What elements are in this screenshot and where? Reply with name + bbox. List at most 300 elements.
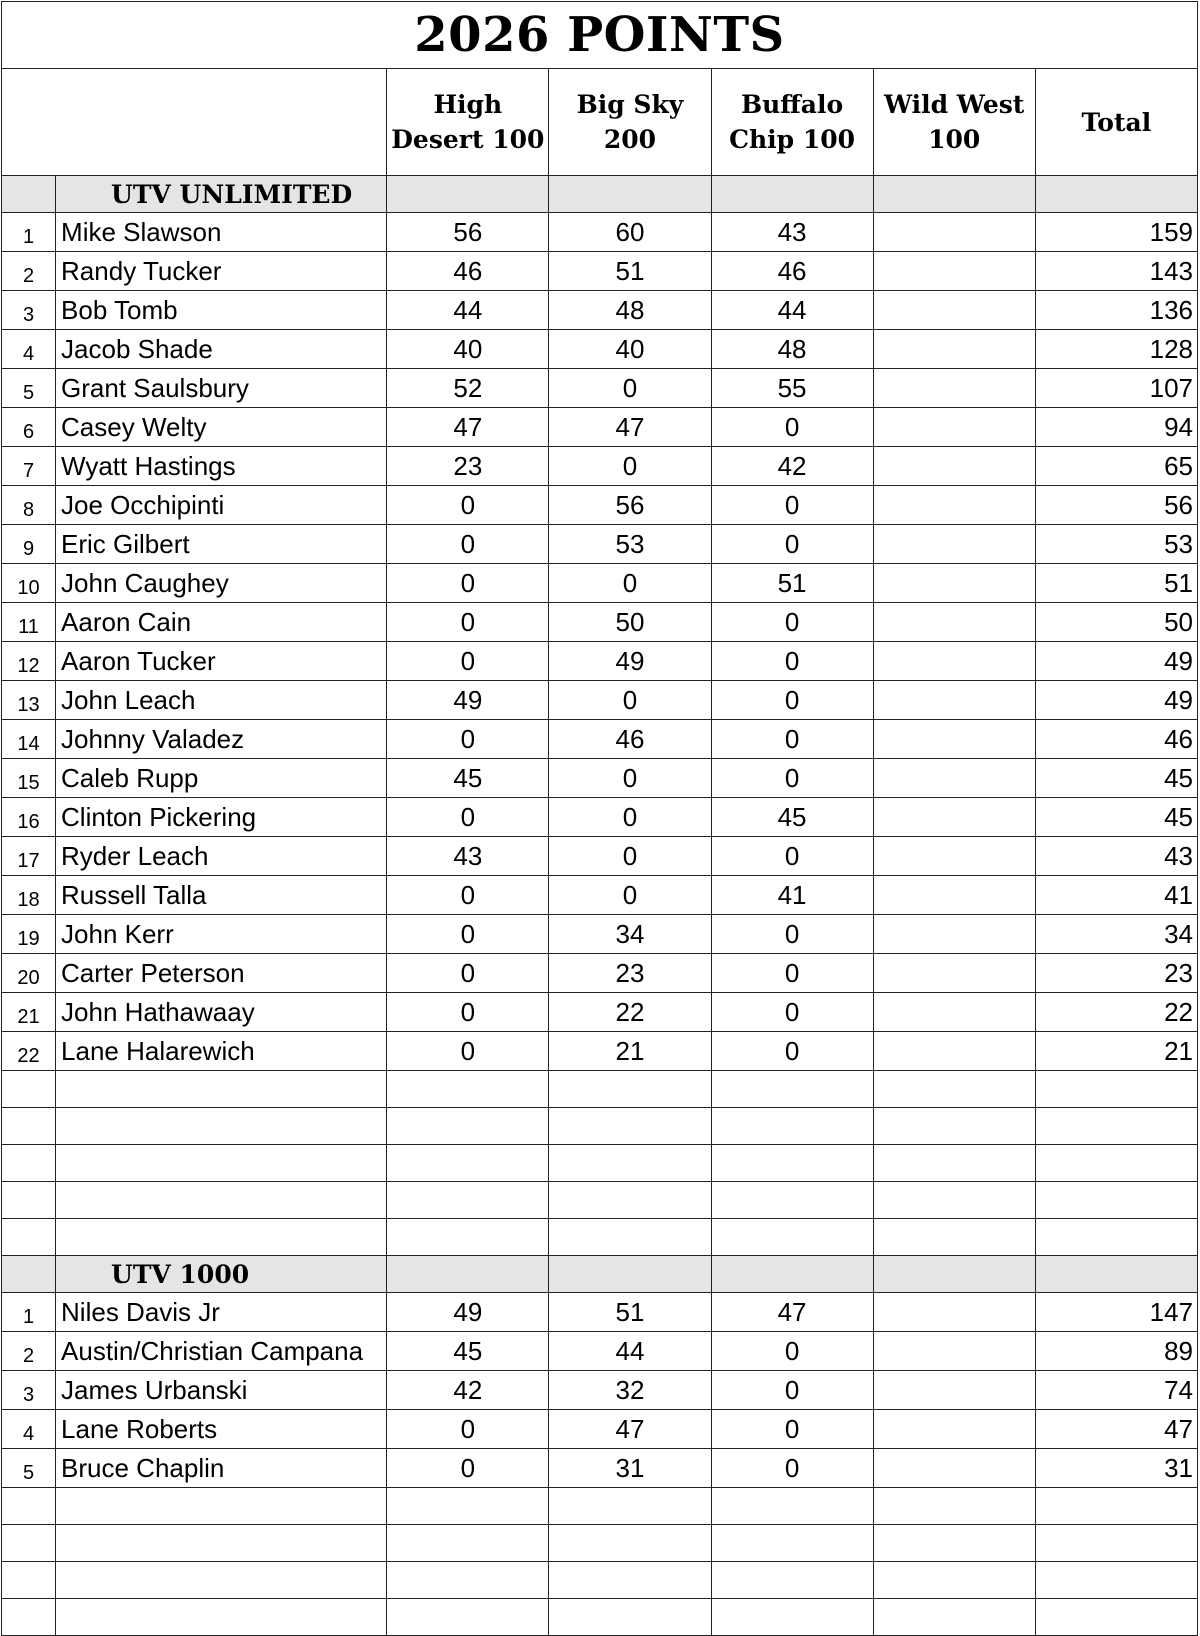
empty-cell: [387, 1562, 549, 1599]
table-row: [2, 291, 1198, 330]
empty-cell: [711, 1525, 873, 1562]
empty-cell: [711, 1488, 873, 1525]
big-sky-points-cell: 48: [549, 291, 711, 330]
rank-cell: 4: [2, 1410, 56, 1449]
wild-west-points-cell: [873, 603, 1035, 642]
empty-cell: [56, 1488, 387, 1525]
empty-cell: [2, 1182, 56, 1219]
section-rank-cell: [2, 176, 56, 213]
high-desert-points-cell: 42: [387, 1371, 549, 1410]
rank-cell: 12: [2, 642, 56, 681]
table-row: [2, 837, 1198, 876]
table-row: [2, 915, 1198, 954]
empty-cell: [711, 1108, 873, 1145]
buffalo-chip-points-cell: 41: [711, 876, 873, 915]
big-sky-points-cell: 0: [549, 369, 711, 408]
rank-cell: 8: [2, 486, 56, 525]
big-sky-points-cell: 23: [549, 954, 711, 993]
buffalo-chip-points-cell: 51: [711, 564, 873, 603]
total-points-cell: 31: [1035, 1449, 1197, 1488]
big-sky-points-cell: 0: [549, 447, 711, 486]
total-points-cell: 53: [1035, 525, 1197, 564]
empty-row: [2, 1525, 1198, 1562]
total-points-cell: 159: [1035, 213, 1197, 252]
high-desert-points-cell: 0: [387, 525, 549, 564]
total-points-cell: 128: [1035, 330, 1197, 369]
rank-cell: 2: [2, 252, 56, 291]
high-desert-points-cell: 0: [387, 603, 549, 642]
rank-cell: 5: [2, 1449, 56, 1488]
table-row: [2, 408, 1198, 447]
empty-cell: [711, 1219, 873, 1256]
driver-name-cell: Bruce Chaplin: [56, 1449, 387, 1488]
driver-name-cell: Jacob Shade: [56, 330, 387, 369]
empty-cell: [549, 1219, 711, 1256]
big-sky-points-cell: 31: [549, 1449, 711, 1488]
big-sky-points-cell: 34: [549, 915, 711, 954]
high-desert-points-cell: 0: [387, 876, 549, 915]
empty-cell: [549, 1488, 711, 1525]
total-points-cell: 50: [1035, 603, 1197, 642]
empty-cell: [549, 1145, 711, 1182]
big-sky-points-cell: 0: [549, 759, 711, 798]
wild-west-points-cell: [873, 330, 1035, 369]
total-points-cell: 136: [1035, 291, 1197, 330]
driver-name-cell: Eric Gilbert: [56, 525, 387, 564]
wild-west-points-cell: [873, 408, 1035, 447]
high-desert-points-cell: 40: [387, 330, 549, 369]
buffalo-chip-points-cell: 0: [711, 720, 873, 759]
table-row: [2, 1032, 1198, 1071]
buffalo-chip-points-cell: 0: [711, 1371, 873, 1410]
wild-west-points-cell: [873, 1332, 1035, 1371]
total-points-cell: 43: [1035, 837, 1197, 876]
empty-cell: [387, 1525, 549, 1562]
buffalo-chip-points-cell: 0: [711, 642, 873, 681]
buffalo-chip-points-cell: 44: [711, 291, 873, 330]
empty-cell: [549, 1182, 711, 1219]
wild-west-points-cell: [873, 1032, 1035, 1071]
rank-cell: 1: [2, 213, 56, 252]
table-row: [2, 642, 1198, 681]
big-sky-points-cell: 44: [549, 1332, 711, 1371]
empty-cell: [873, 1562, 1035, 1599]
total-points-cell: 46: [1035, 720, 1197, 759]
empty-cell: [873, 1182, 1035, 1219]
high-desert-points-cell: 0: [387, 915, 549, 954]
table-row: [2, 447, 1198, 486]
driver-name-cell: Caleb Rupp: [56, 759, 387, 798]
high-desert-points-cell: 49: [387, 1293, 549, 1332]
page-title: 2026 POINTS: [2, 2, 1198, 69]
empty-row: [2, 1219, 1198, 1256]
wild-west-points-cell: [873, 1293, 1035, 1332]
section-rank-cell: [2, 1256, 56, 1293]
big-sky-points-cell: 53: [549, 525, 711, 564]
high-desert-points-cell: 47: [387, 408, 549, 447]
buffalo-chip-points-cell: 0: [711, 759, 873, 798]
buffalo-chip-points-cell: 47: [711, 1293, 873, 1332]
high-desert-points-cell: 52: [387, 369, 549, 408]
rank-cell: 13: [2, 681, 56, 720]
table-row: [2, 759, 1198, 798]
table-row: [2, 1449, 1198, 1488]
buffalo-chip-points-cell: 48: [711, 330, 873, 369]
section-empty-cell: [1035, 1256, 1197, 1293]
empty-row: [2, 1488, 1198, 1525]
table-row: [2, 1332, 1198, 1371]
high-desert-points-cell: 56: [387, 213, 549, 252]
big-sky-points-cell: 0: [549, 798, 711, 837]
total-points-cell: 56: [1035, 486, 1197, 525]
big-sky-points-cell: 46: [549, 720, 711, 759]
header-blank-cell: [2, 69, 387, 176]
table-row: [2, 876, 1198, 915]
empty-cell: [1035, 1488, 1197, 1525]
high-desert-points-cell: 0: [387, 1449, 549, 1488]
high-desert-points-cell: 45: [387, 759, 549, 798]
table-row: [2, 369, 1198, 408]
rank-cell: 3: [2, 291, 56, 330]
section-empty-cell: [711, 1256, 873, 1293]
empty-row: [2, 1182, 1198, 1219]
high-desert-points-cell: 0: [387, 720, 549, 759]
rank-cell: 1: [2, 1293, 56, 1332]
buffalo-chip-points-cell: 0: [711, 408, 873, 447]
rank-cell: 4: [2, 330, 56, 369]
section-empty-cell: [711, 176, 873, 213]
table-row: [2, 798, 1198, 837]
buffalo-chip-points-cell: 0: [711, 993, 873, 1032]
empty-cell: [56, 1219, 387, 1256]
high-desert-points-cell: 44: [387, 291, 549, 330]
empty-cell: [549, 1071, 711, 1108]
rank-cell: 6: [2, 408, 56, 447]
high-desert-points-cell: 0: [387, 564, 549, 603]
column-header-big-sky-200: Big Sky 200: [549, 69, 711, 176]
big-sky-points-cell: 47: [549, 1410, 711, 1449]
wild-west-points-cell: [873, 1371, 1035, 1410]
wild-west-points-cell: [873, 252, 1035, 291]
section-title: UTV UNLIMITED: [56, 176, 387, 213]
empty-row: [2, 1599, 1198, 1636]
rank-cell: 3: [2, 1371, 56, 1410]
empty-cell: [387, 1488, 549, 1525]
big-sky-points-cell: 0: [549, 876, 711, 915]
empty-cell: [56, 1071, 387, 1108]
total-points-cell: 45: [1035, 759, 1197, 798]
total-points-cell: 147: [1035, 1293, 1197, 1332]
empty-cell: [873, 1525, 1035, 1562]
empty-row: [2, 1145, 1198, 1182]
empty-cell: [873, 1488, 1035, 1525]
column-header-buffalo-chip-100: Buffalo Chip 100: [711, 69, 873, 176]
section-header-row: [2, 1256, 1198, 1293]
total-points-cell: 45: [1035, 798, 1197, 837]
total-points-cell: 74: [1035, 1371, 1197, 1410]
big-sky-points-cell: 50: [549, 603, 711, 642]
driver-name-cell: Carter Peterson: [56, 954, 387, 993]
total-points-cell: 23: [1035, 954, 1197, 993]
rank-cell: 19: [2, 915, 56, 954]
big-sky-points-cell: 51: [549, 252, 711, 291]
big-sky-points-cell: 0: [549, 837, 711, 876]
rank-cell: 2: [2, 1332, 56, 1371]
column-header-wild-west-100: Wild West 100: [873, 69, 1035, 176]
rank-cell: 9: [2, 525, 56, 564]
buffalo-chip-points-cell: 0: [711, 954, 873, 993]
big-sky-points-cell: 47: [549, 408, 711, 447]
total-points-cell: 34: [1035, 915, 1197, 954]
section-empty-cell: [387, 1256, 549, 1293]
buffalo-chip-points-cell: 0: [711, 1032, 873, 1071]
empty-cell: [1035, 1599, 1197, 1636]
empty-cell: [387, 1145, 549, 1182]
buffalo-chip-points-cell: 0: [711, 603, 873, 642]
high-desert-points-cell: 0: [387, 798, 549, 837]
wild-west-points-cell: [873, 447, 1035, 486]
total-points-cell: 107: [1035, 369, 1197, 408]
empty-cell: [873, 1145, 1035, 1182]
table-row: [2, 603, 1198, 642]
buffalo-chip-points-cell: 0: [711, 486, 873, 525]
rank-cell: 14: [2, 720, 56, 759]
empty-cell: [387, 1108, 549, 1145]
table-row: [2, 252, 1198, 291]
empty-cell: [711, 1562, 873, 1599]
wild-west-points-cell: [873, 954, 1035, 993]
total-points-cell: 49: [1035, 681, 1197, 720]
empty-cell: [56, 1562, 387, 1599]
buffalo-chip-points-cell: 0: [711, 525, 873, 564]
table-row: [2, 1410, 1198, 1449]
empty-cell: [56, 1108, 387, 1145]
empty-cell: [387, 1599, 549, 1636]
empty-cell: [2, 1562, 56, 1599]
high-desert-points-cell: 0: [387, 1032, 549, 1071]
wild-west-points-cell: [873, 1449, 1035, 1488]
empty-cell: [873, 1219, 1035, 1256]
total-points-cell: 143: [1035, 252, 1197, 291]
wild-west-points-cell: [873, 525, 1035, 564]
driver-name-cell: Mike Slawson: [56, 213, 387, 252]
empty-cell: [56, 1145, 387, 1182]
buffalo-chip-points-cell: 0: [711, 837, 873, 876]
table-row: [2, 486, 1198, 525]
table-row: [2, 564, 1198, 603]
section-empty-cell: [873, 1256, 1035, 1293]
driver-name-cell: John Leach: [56, 681, 387, 720]
driver-name-cell: Bob Tomb: [56, 291, 387, 330]
driver-name-cell: Grant Saulsbury: [56, 369, 387, 408]
big-sky-points-cell: 22: [549, 993, 711, 1032]
section-empty-cell: [549, 176, 711, 213]
driver-name-cell: James Urbanski: [56, 1371, 387, 1410]
section-empty-cell: [1035, 176, 1197, 213]
empty-cell: [711, 1182, 873, 1219]
driver-name-cell: Russell Talla: [56, 876, 387, 915]
empty-cell: [873, 1599, 1035, 1636]
big-sky-points-cell: 32: [549, 1371, 711, 1410]
buffalo-chip-points-cell: 46: [711, 252, 873, 291]
rank-cell: 10: [2, 564, 56, 603]
buffalo-chip-points-cell: 45: [711, 798, 873, 837]
driver-name-cell: Randy Tucker: [56, 252, 387, 291]
wild-west-points-cell: [873, 759, 1035, 798]
buffalo-chip-points-cell: 43: [711, 213, 873, 252]
column-header-high-desert-100: High Desert 100: [387, 69, 549, 176]
empty-cell: [1035, 1562, 1197, 1599]
total-points-cell: 21: [1035, 1032, 1197, 1071]
driver-name-cell: Ryder Leach: [56, 837, 387, 876]
wild-west-points-cell: [873, 564, 1035, 603]
total-points-cell: 65: [1035, 447, 1197, 486]
empty-row: [2, 1562, 1198, 1599]
empty-cell: [711, 1145, 873, 1182]
big-sky-points-cell: 0: [549, 681, 711, 720]
high-desert-points-cell: 0: [387, 642, 549, 681]
empty-row: [2, 1071, 1198, 1108]
empty-cell: [56, 1182, 387, 1219]
big-sky-points-cell: 51: [549, 1293, 711, 1332]
driver-name-cell: Lane Halarewich: [56, 1032, 387, 1071]
driver-name-cell: Aaron Cain: [56, 603, 387, 642]
high-desert-points-cell: 45: [387, 1332, 549, 1371]
rank-cell: 5: [2, 369, 56, 408]
big-sky-points-cell: 49: [549, 642, 711, 681]
empty-cell: [387, 1219, 549, 1256]
high-desert-points-cell: 0: [387, 993, 549, 1032]
table-row: [2, 213, 1198, 252]
buffalo-chip-points-cell: 42: [711, 447, 873, 486]
empty-cell: [549, 1108, 711, 1145]
high-desert-points-cell: 0: [387, 1410, 549, 1449]
wild-west-points-cell: [873, 291, 1035, 330]
big-sky-points-cell: 21: [549, 1032, 711, 1071]
empty-cell: [56, 1525, 387, 1562]
empty-cell: [873, 1071, 1035, 1108]
buffalo-chip-points-cell: 0: [711, 1410, 873, 1449]
high-desert-points-cell: 0: [387, 486, 549, 525]
driver-name-cell: Johnny Valadez: [56, 720, 387, 759]
empty-cell: [1035, 1219, 1197, 1256]
rank-cell: 18: [2, 876, 56, 915]
driver-name-cell: Aaron Tucker: [56, 642, 387, 681]
total-points-cell: 89: [1035, 1332, 1197, 1371]
empty-cell: [1035, 1145, 1197, 1182]
big-sky-points-cell: 56: [549, 486, 711, 525]
buffalo-chip-points-cell: 0: [711, 1449, 873, 1488]
empty-cell: [2, 1145, 56, 1182]
total-points-cell: 47: [1035, 1410, 1197, 1449]
wild-west-points-cell: [873, 486, 1035, 525]
driver-name-cell: Lane Roberts: [56, 1410, 387, 1449]
driver-name-cell: John Kerr: [56, 915, 387, 954]
table-row: [2, 720, 1198, 759]
empty-cell: [2, 1219, 56, 1256]
empty-cell: [1035, 1071, 1197, 1108]
rank-cell: 16: [2, 798, 56, 837]
wild-west-points-cell: [873, 993, 1035, 1032]
section-empty-cell: [549, 1256, 711, 1293]
rank-cell: 21: [2, 993, 56, 1032]
section-empty-cell: [387, 176, 549, 213]
driver-name-cell: Niles Davis Jr: [56, 1293, 387, 1332]
buffalo-chip-points-cell: 0: [711, 681, 873, 720]
empty-cell: [2, 1108, 56, 1145]
high-desert-points-cell: 0: [387, 954, 549, 993]
column-header-total: Total: [1035, 69, 1197, 176]
driver-name-cell: Wyatt Hastings: [56, 447, 387, 486]
empty-cell: [549, 1525, 711, 1562]
points-table: [1, 1, 1198, 1636]
total-points-cell: 51: [1035, 564, 1197, 603]
total-points-cell: 41: [1035, 876, 1197, 915]
driver-name-cell: John Hathawaay: [56, 993, 387, 1032]
empty-cell: [387, 1071, 549, 1108]
table-row: [2, 1371, 1198, 1410]
empty-cell: [549, 1599, 711, 1636]
high-desert-points-cell: 46: [387, 252, 549, 291]
table-row: [2, 681, 1198, 720]
total-points-cell: 49: [1035, 642, 1197, 681]
wild-west-points-cell: [873, 837, 1035, 876]
high-desert-points-cell: 23: [387, 447, 549, 486]
wild-west-points-cell: [873, 642, 1035, 681]
buffalo-chip-points-cell: 0: [711, 915, 873, 954]
high-desert-points-cell: 43: [387, 837, 549, 876]
empty-cell: [549, 1562, 711, 1599]
empty-row: [2, 1108, 1198, 1145]
rank-cell: 17: [2, 837, 56, 876]
rank-cell: 20: [2, 954, 56, 993]
empty-cell: [2, 1071, 56, 1108]
rank-cell: 7: [2, 447, 56, 486]
empty-cell: [387, 1182, 549, 1219]
driver-name-cell: Clinton Pickering: [56, 798, 387, 837]
big-sky-points-cell: 0: [549, 564, 711, 603]
big-sky-points-cell: 40: [549, 330, 711, 369]
section-header-row: [2, 176, 1198, 213]
wild-west-points-cell: [873, 876, 1035, 915]
buffalo-chip-points-cell: 0: [711, 1332, 873, 1371]
wild-west-points-cell: [873, 369, 1035, 408]
rank-cell: 11: [2, 603, 56, 642]
driver-name-cell: Casey Welty: [56, 408, 387, 447]
empty-cell: [1035, 1108, 1197, 1145]
section-empty-cell: [873, 176, 1035, 213]
wild-west-points-cell: [873, 915, 1035, 954]
rank-cell: 15: [2, 759, 56, 798]
buffalo-chip-points-cell: 55: [711, 369, 873, 408]
empty-cell: [56, 1599, 387, 1636]
empty-cell: [873, 1108, 1035, 1145]
table-row: [2, 954, 1198, 993]
wild-west-points-cell: [873, 1410, 1035, 1449]
driver-name-cell: John Caughey: [56, 564, 387, 603]
table-row: [2, 993, 1198, 1032]
driver-name-cell: Joe Occhipinti: [56, 486, 387, 525]
rank-cell: 22: [2, 1032, 56, 1071]
empty-cell: [1035, 1525, 1197, 1562]
big-sky-points-cell: 60: [549, 213, 711, 252]
section-title: UTV 1000: [56, 1256, 387, 1293]
wild-west-points-cell: [873, 720, 1035, 759]
high-desert-points-cell: 49: [387, 681, 549, 720]
wild-west-points-cell: [873, 681, 1035, 720]
empty-cell: [2, 1488, 56, 1525]
wild-west-points-cell: [873, 798, 1035, 837]
